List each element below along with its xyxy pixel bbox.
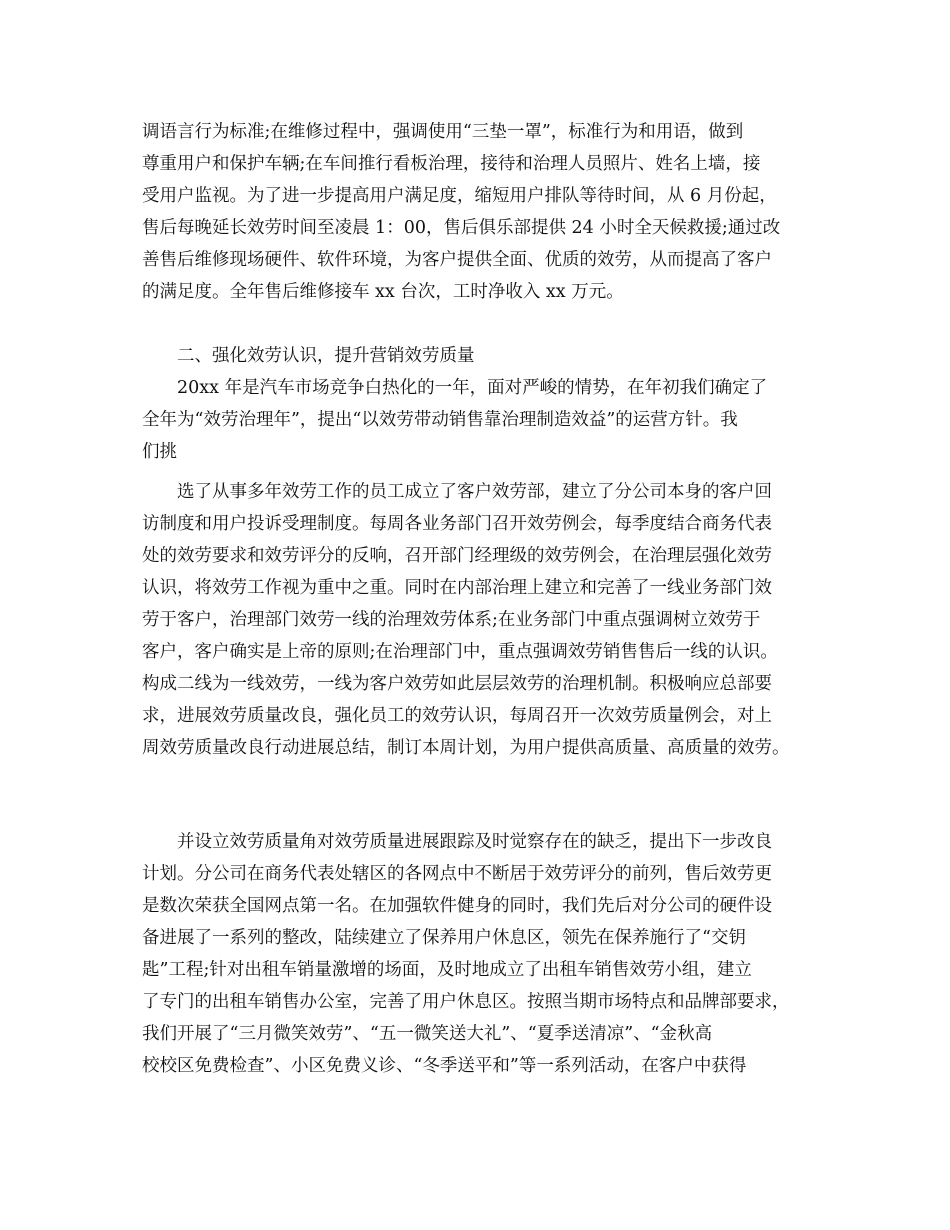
text-line: 客户，客户确实是上帝的原则;在治理部门中，重点强调效劳销售售后一线的认识。 [142,642,778,662]
text-line: 求，进展效劳质量改良，强化员工的效劳认识，每周召开一次效劳质量例会，对上 [142,706,772,726]
text-line: 校校区免费检查”、小区免费义诊、“冬季送平和”等一系列活动，在客户中获得 [142,1056,747,1076]
text-line: 处的效劳要求和效劳评分的反响，召开部门经理级的效劳例会，在治理层强化效劳 [142,546,772,566]
paragraph-service-year [142,372,822,468]
paragraph-service-standards [142,116,822,308]
section-heading-text: 二、强化效劳认识，提升营销效劳质量 [177,346,475,366]
text-line: 善售后维修现场硬件、软件环境，为客户提供全面、优质的效劳，从而提高了客户 [142,250,772,270]
text-line: 并设立效劳质量角对效劳质量进展跟踪及时觉察存在的缺乏，提出下一步改良 [177,832,772,852]
text-line: 调语言行为标准;在维修过程中，强调使用“三垫一罩”，标准行为和用语，做到 [142,122,744,142]
text-line: 20xx 年是汽车市场竞争白热化的一年，面对严峻的情势，在年初我们确定了 [177,378,768,398]
text-line: 匙”工程;针对出租车销量激增的场面，及时地成立了出租车销售效劳小组，建立 [142,960,752,980]
text-line: 周效劳质量改良行动进展总结，制订本周计划，为用户提供高质量、高质量的效劳。 [142,738,790,758]
text-line: 尊重用户和保护车辆;在车间推行看板治理，接待和治理人员照片、姓名上墙，接 [142,154,761,174]
text-line: 的满足度。全年售后维修接车 xx 台次，工时净收入 xx 万元。 [142,282,624,302]
text-line: 访制度和用户投诉受理制度。每周各业务部门召开效劳例会，每季度结合商务代表 [142,514,772,534]
text-line: 我们开展了“三月微笑效劳”、“五一微笑送大礼”、“夏季送清凉”、“金秋高 [142,1024,713,1044]
text-line: 备进展了一系列的整改，陆续建立了保养用户休息区，领先在保养施行了“交钥 [142,928,746,948]
text-line: 了专门的出租车销售办公室，完善了用户休息区。按照当期市场特点和品牌部要求， [142,992,790,1012]
text-line: 售后每晚延长效劳时间至凌晨 1：00，售后俱乐部提供 24 小时全天候救援;通过改 [142,218,781,238]
text-line: 受用户监视。为了进一步提高用户满足度，缩短用户排队等待时间，从 6 月份起， [142,186,777,206]
paragraph-quality-tracking [142,826,822,1082]
section-heading [142,340,822,372]
text-line: 计划。分公司在商务代表处辖区的各网点中不断居于效劳评分的前列，售后效劳更 [142,864,772,884]
text-line: 是数次荣获全国网点第一名。在加强软件健身的同时，我们先后对分公司的硬件设 [142,896,772,916]
paragraph-customer-service-dept [142,476,822,764]
text-line: 构成二线为一线效劳，一线为客户效劳如此层层效劳的治理机制。积极响应总部要 [142,674,772,694]
text-line: 劳于客户，治理部门效劳一线的治理效劳体系;在业务部门中重点强调树立效劳于 [142,610,761,630]
text-line: 认识，将效劳工作视为重中之重。同时在内部治理上建立和完善了一线业务部门效 [142,578,772,598]
text-line: 们挑 [142,442,177,462]
text-line: 选了从事多年效劳工作的员工成立了客户效劳部，建立了分公司本身的客户回 [177,482,772,502]
text-line: 全年为“效劳治理年”，提出“以效劳带动销售靠治理制造效益”的运营方针。我 [142,410,738,430]
